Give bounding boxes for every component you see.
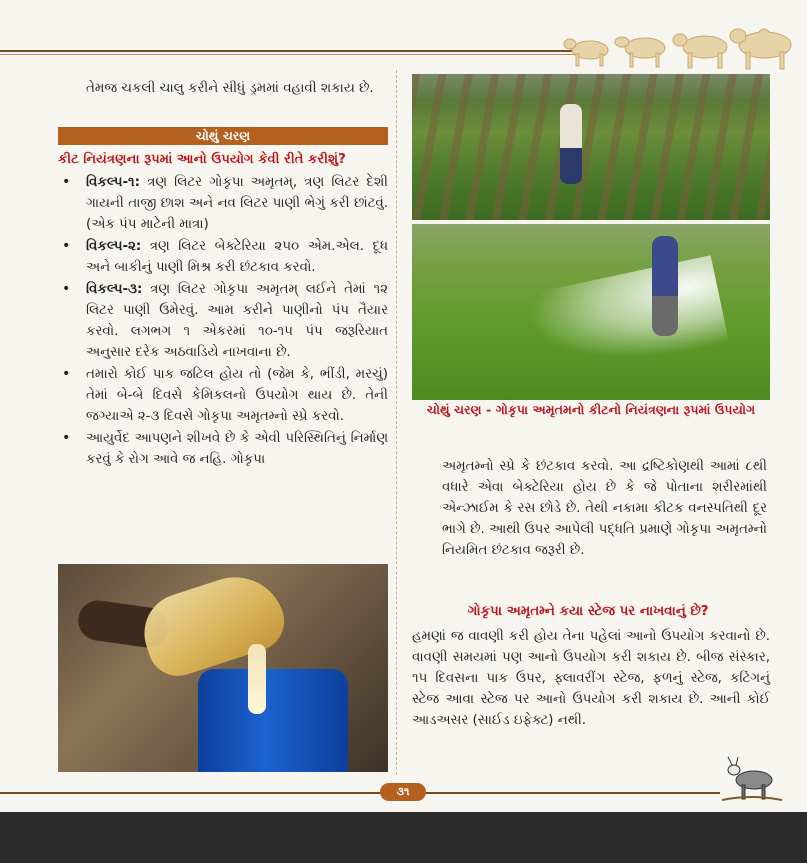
option-text: ત્રણ લિટર ગોકૃપા અમૃતમ્ લઈને તેમાં ૧૨ લિટર પાણી ઉમેરવું. આમ કરીને પાણીનો પંપ તૈયાર કરવો. લગભગ ૧ એકરમાં ૧૦-૧૫ પંપ જરૂરિયાત અનુસાર દરેક અઠવાડિયે નાખવાના છે.	[86, 282, 388, 360]
header-rule-thin	[0, 54, 590, 55]
page-number: ૩૧	[380, 783, 426, 801]
options-list	[58, 172, 388, 470]
farmer-shape	[652, 236, 678, 336]
stage-heading: ગોકૃપા અમૃતમ્ને કયા સ્ટેજ પર નાખવાનું છે?	[467, 604, 709, 619]
option-label: વિકલ્પ-૧:	[86, 175, 140, 190]
left-column	[58, 78, 388, 471]
intro-text: તેમજ ચકલી ચાલુ કરીને સીધું ડ્રમમાં વહાવી શકાય છે.	[86, 81, 374, 96]
header-rule	[0, 50, 590, 52]
option-text: આયુર્વેદ આપણને શીખવે છે કે એવી પરિસ્થિતિનું નિર્માણ કરવું કે રોગ આવે જ નહિ. ગોકૃપા	[86, 431, 388, 467]
section-heading: કીટ નિયંત્રણના રૂપમાં આનો ઉપયોગ કેવી રીતે કરીશું?	[58, 152, 346, 167]
field-spraying-photo-1	[412, 74, 770, 220]
photo-caption: ચોથું ચરણ - ગોકૃપા અમૃતમનો કીટનો નિયંત્રણના રૂપમાં ઉપયોગ	[426, 402, 756, 417]
list-item	[86, 364, 388, 427]
option-text: ત્રણ લિટર બેક્ટેરિયા ૨૫૦ એમ.એલ. દૂધ અને બાકીનું પાણી મિશ્ર કરી છંટકાવ કરવો.	[86, 239, 388, 275]
option-label: વિકલ્પ-૩:	[86, 282, 143, 297]
pouring-photo	[58, 564, 388, 772]
footer-rule	[0, 792, 720, 794]
sprayer-tank-shape	[198, 669, 348, 772]
jug-shape	[134, 564, 292, 683]
option-label: વિકલ્પ-૨:	[86, 239, 142, 254]
goat-icon	[722, 752, 782, 802]
list-item	[86, 172, 388, 235]
option-text: તમારો કોઈ પાક જટિલ હોય તો (જેમ કે, ભીંડી, મરચું) તેમાં બે-બે દિવસે કેમિકલનો ઉપયોગ થાય છે. તેની જગ્યાએ ૨-૩ દિવસે ગોકૃપા અમૃતમ્નો સ્પ્રે કરવો.	[86, 367, 388, 424]
section-banner: ચોથું ચરણ	[58, 127, 388, 145]
farmer-shape	[560, 104, 582, 184]
liquid-stream-shape	[248, 644, 266, 714]
stage-body-text: હમણાં જ વાવણી કરી હોય તેના પહેલાં આનો ઉપયોગ કરવાનો છે. વાવણી સમયમાં પણ આનો ઉપયોગ કરી શકાય છે. બીજ સંસ્કાર, ૧૫ દિવસના પાક ઉપર, ફ્લાવરીંગ સ્ટેજ, ફળનું સ્ટેજ, કટિંગનું સ્ટેજ આવા સ્ટેજ પર આનો ઉપયોગ કરી શકાય છે. આની કોઈ આડઅસર (સાઈડ ઇફેક્ટ) નથી.	[412, 629, 770, 728]
list-item	[86, 236, 388, 278]
cows-herd-icon	[560, 20, 807, 70]
option-text: ત્રણ લિટર ગોકૃપા અમૃતમ્, ત્રણ લિટર દેશી ગાયની તાજી છાશ અને નવ લિટર પાણી ભેગું કરી છાંટવું. (એક પંપ માટેની માત્રા)	[86, 175, 388, 232]
spray-mist-shape	[525, 255, 730, 383]
right-body-text: અમૃતમ્નો સ્પ્રે કે છંટકાવ કરવો. આ દ્રષ્ટિકોણથી આમાં ૮થી વધારે એવા બેક્ટેરિયા હોય છે કે જે પોતાના શરીરમાંથી એન્ઝાઈમ કે રસ છોડે છે. તેથી નકામા કીટક વનસ્પતિથી દૂર ભાગે છે. આથી ઉપર આપેલી પદ્ધતિ પ્રમાણે ગોકૃપા અમૃતમ્નો નિયમિત છંટકાવ જરૂરી છે.	[442, 459, 767, 558]
column-divider	[396, 70, 397, 775]
crop-rows-shape	[412, 74, 770, 220]
field-spraying-photo-2	[412, 224, 770, 400]
list-item	[86, 428, 388, 470]
list-item	[86, 279, 388, 363]
